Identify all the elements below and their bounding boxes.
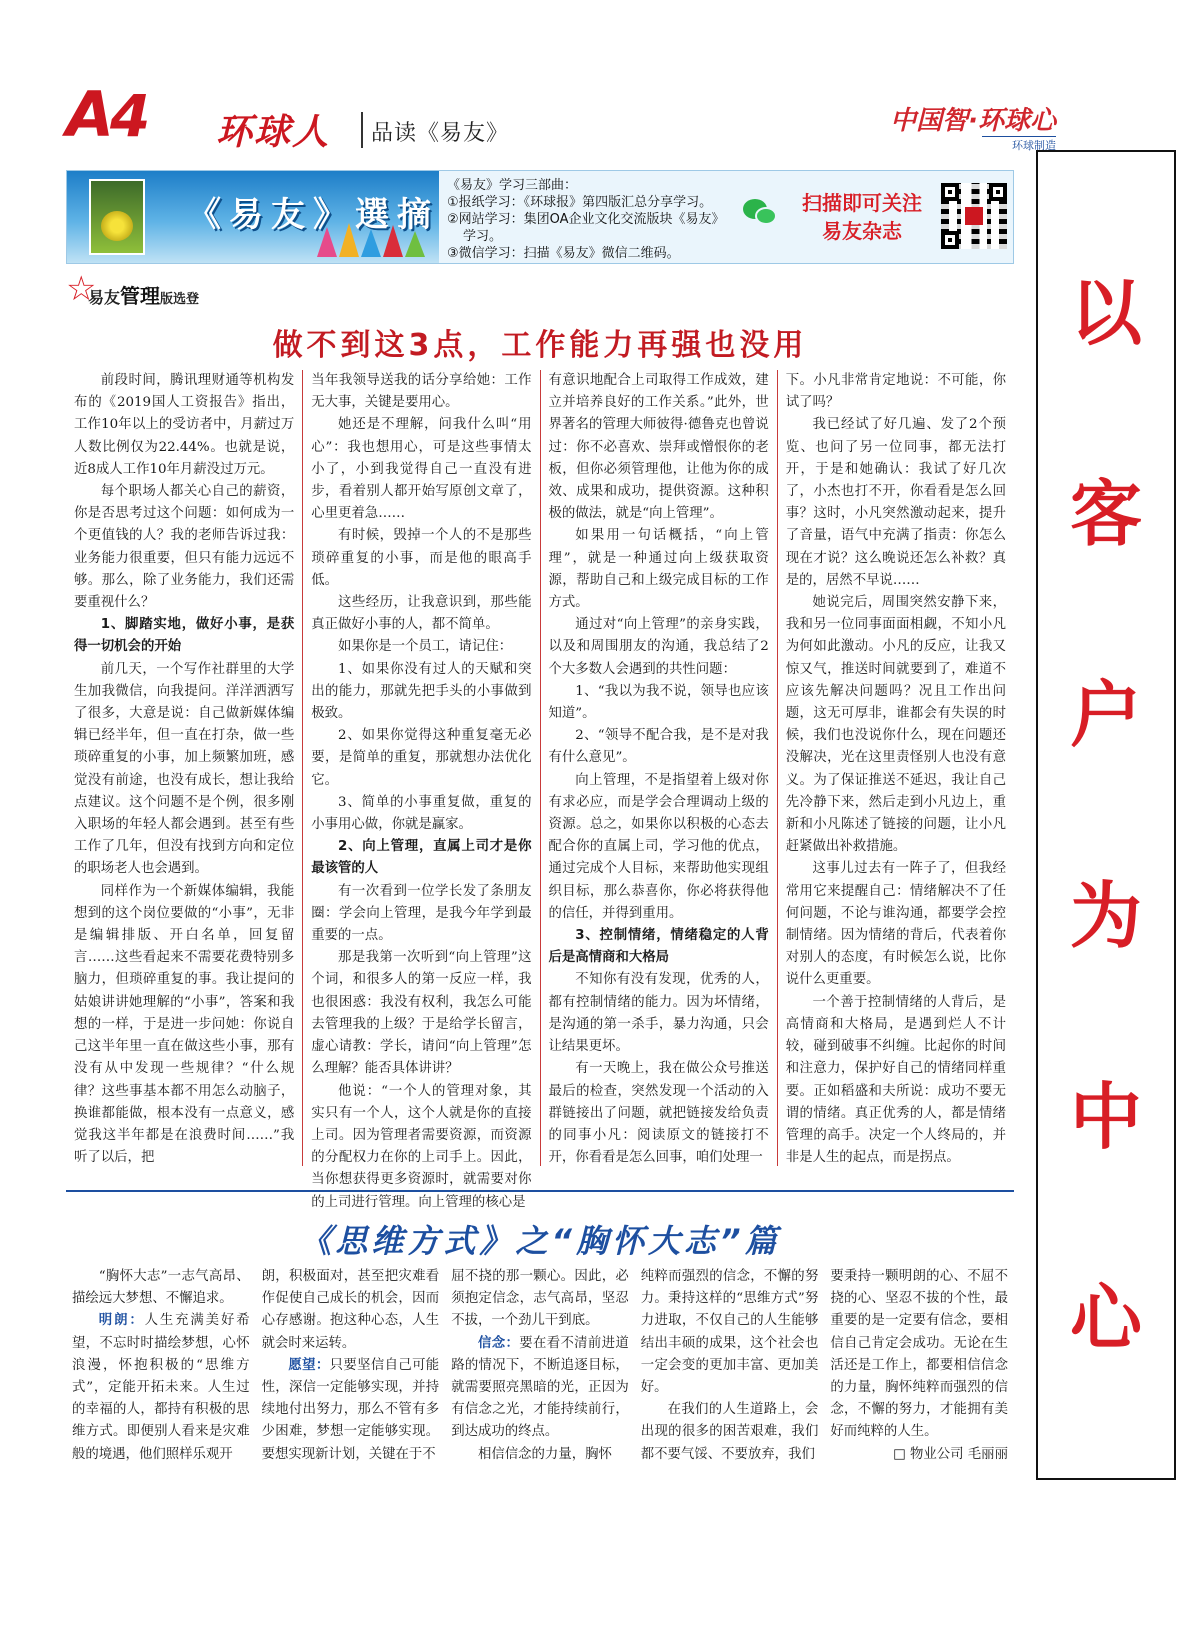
- article2-column: [66, 1266, 256, 1476]
- qr-code-icon: [941, 183, 1007, 249]
- paragraph: 有一次看到一位学长发了条朋友圈：学会向上管理，是我今年学到最重要的一点。: [311, 883, 532, 944]
- paragraph: 那是我第一次听到“向上管理”这个词，和很多人的第一反应一样，我也很困惑：我没有权利，我怎么可能去管理我的上级？于是给学长留言，虚心请教：学长，请问“向上管理”怎么理解？能否具体讲讲？: [311, 950, 532, 1077]
- article2-title: 《思维方式》之“胸怀大志”篇: [299, 1222, 781, 1260]
- page-digit: 4: [109, 82, 147, 150]
- paragraph: 这事儿过去有一阵子了，但我经常用它来提醒自己：情绪解决不了任何问题，不论与谁沟通，都要学会控制情绪。因为情绪的背后，代表着你对别人的态度，有时候怎么说，比你说什么更重要。: [785, 861, 1006, 988]
- company-slogan: 中国智·环球心: [890, 106, 1056, 136]
- section-divider: [66, 1190, 1014, 1192]
- study-step: ①报纸学习：《环球报》第四版汇总分享学习。: [447, 195, 713, 210]
- paragraph: 每个职场人都关心自己的薪资，你是否思考过这个问题：如何成为一个更值钱的人？我的老师告诉过我：业务能力很重要，但只有能力远远不够。那么，除了业务能力，我们还需要重视什么？: [74, 484, 295, 611]
- article2-column: [256, 1266, 446, 1476]
- paragraph: 我已经试了好几遍、发了2个预览、也问了另一位同事，都无法打开，于是和她确认：我试了好几次了，小杰也打不开，你看看是怎么回事？这时，小凡突然激动起来，提升了音量，语气中充满了指责：你怎么现在才说？这么晚说还怎么补救？真是的，居然不早说……: [785, 417, 1006, 588]
- article1-column: [540, 370, 777, 1166]
- paragraph: 如果你是一个员工，请记住：: [338, 639, 513, 655]
- masthead: [66, 78, 1056, 158]
- section-subtitle: 品读《易友》: [371, 121, 510, 146]
- paragraph: 有时候，毁掉一个人的不是那些琐碎重复的小事，而是他的眼高手低。: [311, 528, 532, 588]
- paragraph: 1、如果你没有过人的天赋和突出的能力，那就先把手头的小事做到极致。: [311, 661, 532, 722]
- study-step: 学习。: [463, 229, 503, 244]
- paragraph: 纯粹而强烈的信念，不懈的努力。秉持这样的“思维方式”努力进取，不仅自己的人生能够结出丰硕的成果，这个社会也一定会变的更加丰富、更加美好。: [640, 1269, 819, 1396]
- paragraph: 不知你有没有发现，优秀的人，都有控制情绪的能力。因为坏情绪，是沟通的第一杀手，暴力沟通，只会让结果更坏。: [548, 972, 769, 1055]
- section-tag-part: 管理: [120, 284, 161, 308]
- page-letter: A: [66, 78, 110, 151]
- article2-column: [635, 1266, 825, 1476]
- paragraph: 有一天晚上，我在做公众号推送最后的检查，突然发现一个活动的入群链接出了问题，就把链接发给负责的同事小凡：阅读原文的链接打不开，你看看是怎么回事，咱们处理一: [548, 1061, 769, 1166]
- section-name: 环球人: [216, 112, 331, 153]
- paragraph: [72, 1310, 250, 1465]
- keyword: 愿望：: [288, 1357, 330, 1373]
- paragraph: [262, 1355, 440, 1466]
- subheading: 2、向上管理，直属上司才是你最该管的人: [311, 839, 532, 877]
- paragraph: 通过对“向上管理”的亲身实践，以及和周围朋友的沟通，我总结了2个大多数人会遇到的共性问题：: [548, 617, 769, 677]
- article1-title: 做不到这3点，工作能力再强也没用: [272, 328, 808, 363]
- paragraph: 她还是不理解，问我什么叫“用心”：我也想用心，可是这些事情太小了，小到我觉得自己一直没有进步，看着别人都开始写原创文章了，心里更着急……: [311, 417, 532, 522]
- side-banner-char: 中: [1069, 1073, 1142, 1159]
- flower-icon: [101, 211, 133, 241]
- page-number: [66, 80, 146, 151]
- paragraph-text: 只要坚信自己可能性，深信一定能够实现，并持续地付出努力，那么不管有多少困难，梦想一定能够实现。要想实现新计划，关键在于不: [261, 1357, 440, 1462]
- article1-column: [302, 370, 539, 1210]
- paragraph: [451, 1333, 629, 1444]
- paragraph: 当年我领导送我的话分享给她：工作无大事，关键是要用心。: [311, 373, 532, 411]
- scan-prompt-line: 易友杂志: [822, 219, 902, 243]
- article2-body: [66, 1266, 1014, 1476]
- wechat-icon: [743, 197, 777, 227]
- side-banner-char: 心: [1069, 1274, 1142, 1360]
- article1-body: [66, 370, 1014, 1210]
- paragraph: 他说：“一个人的管理对象，其实只有一个人，这个人就是你的直接上司。因为管理者需要资源，而资源的分配权力在你的上司手上。因此，当你想获得更多资源时，就需要对你的上司进行管理。向上管理的核心是: [311, 1083, 532, 1210]
- study-steps: [447, 177, 747, 262]
- paragraph-text: 要在看不清前进道路的情况下，不断追逐目标，就需要照亮黑暗的光，正因为有信念之光，才能持续前行，到达成功的终点。: [451, 1335, 629, 1440]
- paragraph: 在我们的人生道路上，会出现的很多的困苦艰难，我们都不要气馁、不要放弃，我们: [640, 1402, 819, 1462]
- section-tag-part: 版选登: [160, 292, 200, 307]
- article2-column: [824, 1266, 1014, 1476]
- paragraph: 2、如果你觉得这种重复毫无必要，是简单的重复，那就想办法优化它。: [311, 728, 532, 788]
- study-steps-title: 《易友》学习三部曲：: [447, 178, 578, 193]
- study-step: ③微信学习：扫描《易友》微信二维码。: [447, 246, 680, 261]
- paragraph: 2、“领导不配合我，是不是对我有什么意见”。: [548, 728, 769, 766]
- banner-image: [67, 171, 439, 263]
- article1-column: [66, 370, 302, 1166]
- paragraph: 要秉持一颗明朗的心、不屈不挠的心、坚忍不拔的个性，最重要的是一定要有信念，要相信自己肯定会成功。无论在生活还是工作上，都要相信信念的力量，胸怀纯粹而强烈的信念，不懈的努力，才能拥有美好而纯粹的人生。: [830, 1269, 1008, 1440]
- side-banner: [1036, 150, 1176, 1480]
- keyword: 明朗：: [98, 1313, 145, 1329]
- article1-column: [777, 370, 1014, 1166]
- side-banner-char: 为: [1069, 872, 1142, 958]
- company-slogan-sub: 环球制造: [982, 136, 1056, 153]
- author-byline: □ 物业公司 毛丽丽: [893, 1446, 1008, 1462]
- subheading: 3、控制情绪，情绪稳定的人背后是高情商和大格局: [548, 928, 769, 966]
- paragraph: 1、“我以为我不说，领导也应该知道”。: [548, 683, 769, 722]
- side-banner-char: 以: [1069, 269, 1142, 355]
- article2-column: [445, 1266, 635, 1476]
- promo-banner: [66, 170, 1014, 264]
- paragraph: 如果用一句话概括，“向上管理”，就是一种通过向上级获取资源，帮助自己和上级完成目标的工作方式。: [548, 528, 769, 611]
- qr-logo: [965, 207, 983, 225]
- paragraph: 前几天，一个写作社群里的大学生加我微信，向我提问。洋洋洒洒写了很多，大意是说：自己做新媒体编辑已经半年，但一直在打杂，做一些琐碎重复的小事，加上频繁加班，感觉没有前途，也没有成长，想让我给点建议。这个问题不是个例，很多刚入职场的年轻人都会遇到。甚至有些工作了几年，但没有找到方向和定位的职场老人也会遇到。: [74, 661, 295, 877]
- subheading: 1、脚踏实地，做好小事，是获得一切机会的开始: [74, 617, 295, 655]
- section-separator: [361, 112, 363, 148]
- paragraph: 下。小凡非常肯定地说：不可能，你试了吗？: [785, 373, 1006, 411]
- paragraph: 前段时间，腾讯理财通等机构发布的《2019国人工资报告》指出，工作10年以上的受访者中，月薪过万人数比例仅为22.44%。也就是说，近8成人工作10年月薪没过万元。: [74, 373, 295, 477]
- paragraph: 朗，积极面对，甚至把灾难看作促使自己成长的机会，因而心存感谢。抱这种心态，人生就会时来运转。: [261, 1269, 440, 1351]
- paragraph: 一个善于控制情绪的人背后，是高情商和大格局，是遇到烂人不计较，碰到破事不纠缠。比起你的时间和注意力，保护好自己的情绪同样重要。正如稻盛和夫所说：成功不要无谓的情绪。真正优秀的人，都是情绪管理的高手。决定一个人终局的，并非是人生的起点，而是拐点。: [785, 994, 1006, 1166]
- paragraph-text: 人生充满美好希望，不忘时时描绘梦想，心怀浪漫，怀抱积极的“思维方式”，定能开拓未来。人生过的幸福的人，都持有积极的思维方式。即便别人看来是灾难般的境遇，他们照样乐观开: [72, 1313, 250, 1462]
- banner-title: 《易友》選摘: [187, 195, 439, 235]
- paragraph: 相信信念的力量，胸怀: [477, 1446, 612, 1462]
- scan-prompt: [787, 189, 937, 245]
- study-step: ②网站学习：集团OA企业文化交流版块《易友》: [447, 212, 725, 227]
- side-banner-char: 客: [1069, 470, 1142, 556]
- paragraph: 向上管理，不是指望着上级对你有求必应，而是学会合理调动上级的资源。总之，如果你以积极的心态去配合你的直属上司，学习他的优点，通过完成个人目标，来帮助他实现组织目标，那么恭喜你，你必将获得他的信任，并得到重用。: [548, 772, 769, 921]
- paragraph: 她说完后，周围突然安静下来，我和另一位同事面面相觑，不知小凡为何如此激动。小凡的反应，让我又惊又气，推送时间就要到了，难道不应该先解决问题吗？况且工作出问题，这无可厚非，谁都会有失误的时候，我们也没说你什么，现在问题还没解决，光在这里责怪别人也没有意义。为了保证推送不延迟，我让自己先冷静下来，然后走到小凡边上，重新和小凡陈述了链接的问题，让小凡赶紧做出补救措施。: [785, 595, 1006, 855]
- scan-prompt-line: 扫描即可关注: [802, 191, 922, 215]
- paragraph: “胸怀大志”一志气高昂、描绘远大梦想、不懈追求。: [72, 1269, 250, 1307]
- section-tag-part: 易友: [88, 288, 121, 307]
- side-banner-char: 户: [1069, 671, 1142, 757]
- star-icon: ☆: [66, 269, 97, 309]
- paragraph: 有意识地配合上司取得工作成效，建立并培养良好的工作关系。”此外，世界著名的管理大师彼得·德鲁克也曾说过：你不必喜欢、崇拜或憎恨你的老板，但你必须管理他，让他为你的成效、成果和成功，提供资源。这种积极的做法，就是“向上管理”。: [548, 373, 769, 522]
- keyword: 信念：: [477, 1335, 520, 1351]
- paragraph: 屈不挠的那一颗心。因此，必须抱定信念，志气高昂，坚忍不拔，一个劲儿干到底。: [451, 1269, 629, 1329]
- paragraph: 这些经历，让我意识到，那些能真正做好小事的人，都不简单。: [311, 595, 532, 633]
- paragraph: 同样作为一个新媒体编辑，我能想到的这个岗位要做的“小事”，无非是编辑排版、开白名单，回复留言……这些看起来不需要花费特别多脑力，但琐碎重复的事。我让提问的姑娘讲讲她理解的“小事”，答案和我想的一样，于是进一步问她：你说自己这半年里一直在做这些小事，那有没有从中发现一些规律？“什么规律？这些事基本都不用怎么动脑子，换谁都能做，根本没有一点意义，感觉我这半年都是在浪费时间……”我听了以后，把: [74, 883, 295, 1166]
- paragraph: 3、简单的小事重复做，重复的小事用心做，你就是赢家。: [311, 794, 532, 833]
- magazine-cover-icon: [89, 179, 145, 255]
